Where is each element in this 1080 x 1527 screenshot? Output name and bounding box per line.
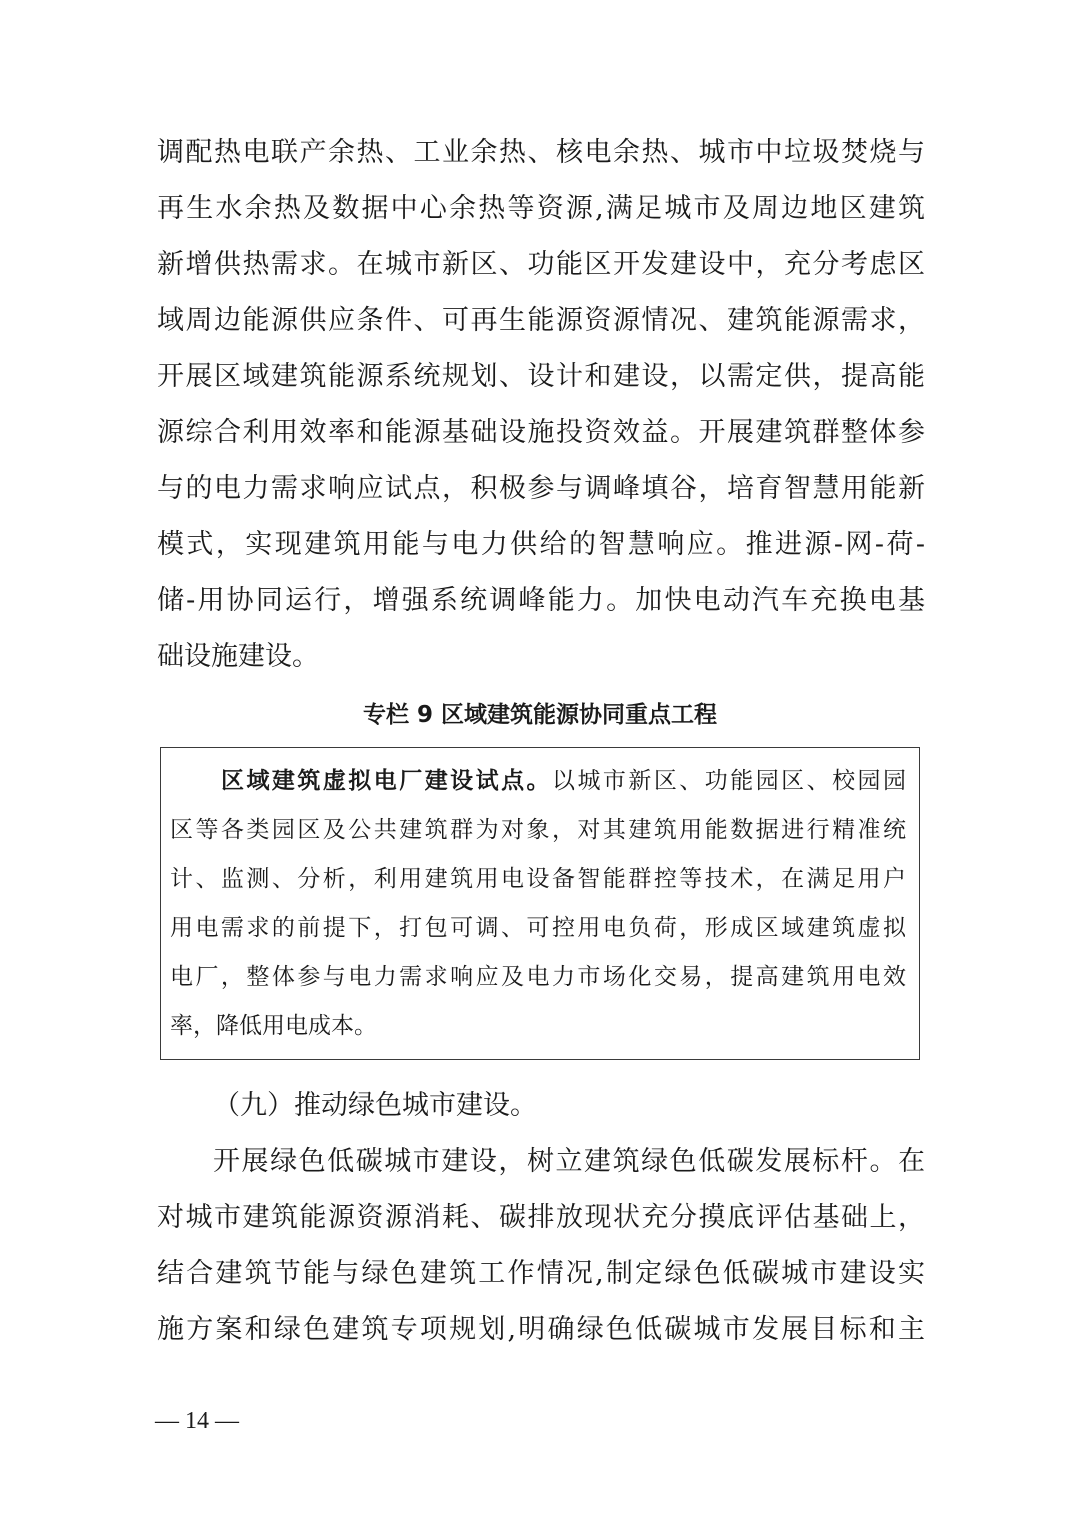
paragraph-line: 对城市建筑能源资源消耗、碳排放现状充分摸底评估基础上， xyxy=(157,1202,925,1233)
box-line: 电厂，整体参与电力需求响应及电力市场化交易，提高建筑用电效 xyxy=(170,964,906,990)
paragraph-line: 开展绿色低碳城市建设，树立建筑绿色低碳发展标杆。在 xyxy=(213,1146,925,1177)
paragraph-line: 结合建筑节能与绿色建筑工作情况,制定绿色低碳城市建设实 xyxy=(157,1258,925,1289)
paragraph-line: 模式，实现建筑用能与电力供给的智慧响应。推进源-网-荷- xyxy=(157,529,925,560)
box-line-rest: 以城市新区、功能园区、校园园 xyxy=(552,768,907,794)
paragraph-line: 开展区域建筑能源系统规划、设计和建设，以需定供，提高能 xyxy=(157,361,925,392)
box-line: 区等各类园区及公共建筑群为对象，对其建筑用能数据进行精准统 xyxy=(170,817,906,843)
page-number: — 14 — xyxy=(155,1408,239,1434)
box-lead-text: 区域建筑虚拟电厂建设试点。 xyxy=(221,768,552,794)
box-line: 率，降低用电成本。 xyxy=(170,1013,377,1039)
paragraph-line: 再生水余热及数据中心余热等资源,满足城市及周边地区建筑 xyxy=(157,193,925,224)
paragraph-line: 础设施建设。 xyxy=(157,641,319,672)
paragraph-line: 储-用协同运行，增强系统调峰能力。加快电动汽车充换电基 xyxy=(157,585,925,616)
paragraph-line: 新增供热需求。在城市新区、功能区开发建设中，充分考虑区 xyxy=(157,249,925,280)
paragraph-line: 与的电力需求响应试点，积极参与调峰填谷，培育智慧用能新 xyxy=(157,473,925,504)
box-line xyxy=(221,762,906,800)
section-heading: （九）推动绿色城市建设。 xyxy=(213,1090,537,1121)
box-title: 专栏 9 区域建筑能源协同重点工程 xyxy=(362,702,718,728)
paragraph-line: 域周边能源供应条件、可再生能源资源情况、建筑能源需求， xyxy=(157,305,925,336)
paragraph-line: 调配热电联产余热、工业余热、核电余热、城市中垃圾焚烧与 xyxy=(157,137,925,168)
paragraph-line: 源综合利用效率和能源基础设施投资效益。开展建筑群整体参 xyxy=(157,417,925,448)
paragraph-line: 施方案和绿色建筑专项规划,明确绿色低碳城市发展目标和主 xyxy=(157,1314,925,1345)
box-line: 计、监测、分析，利用建筑用电设备智能群控等技术，在满足用户 xyxy=(170,866,906,892)
box-line: 用电需求的前提下，打包可调、可控用电负荷，形成区域建筑虚拟 xyxy=(170,915,906,941)
